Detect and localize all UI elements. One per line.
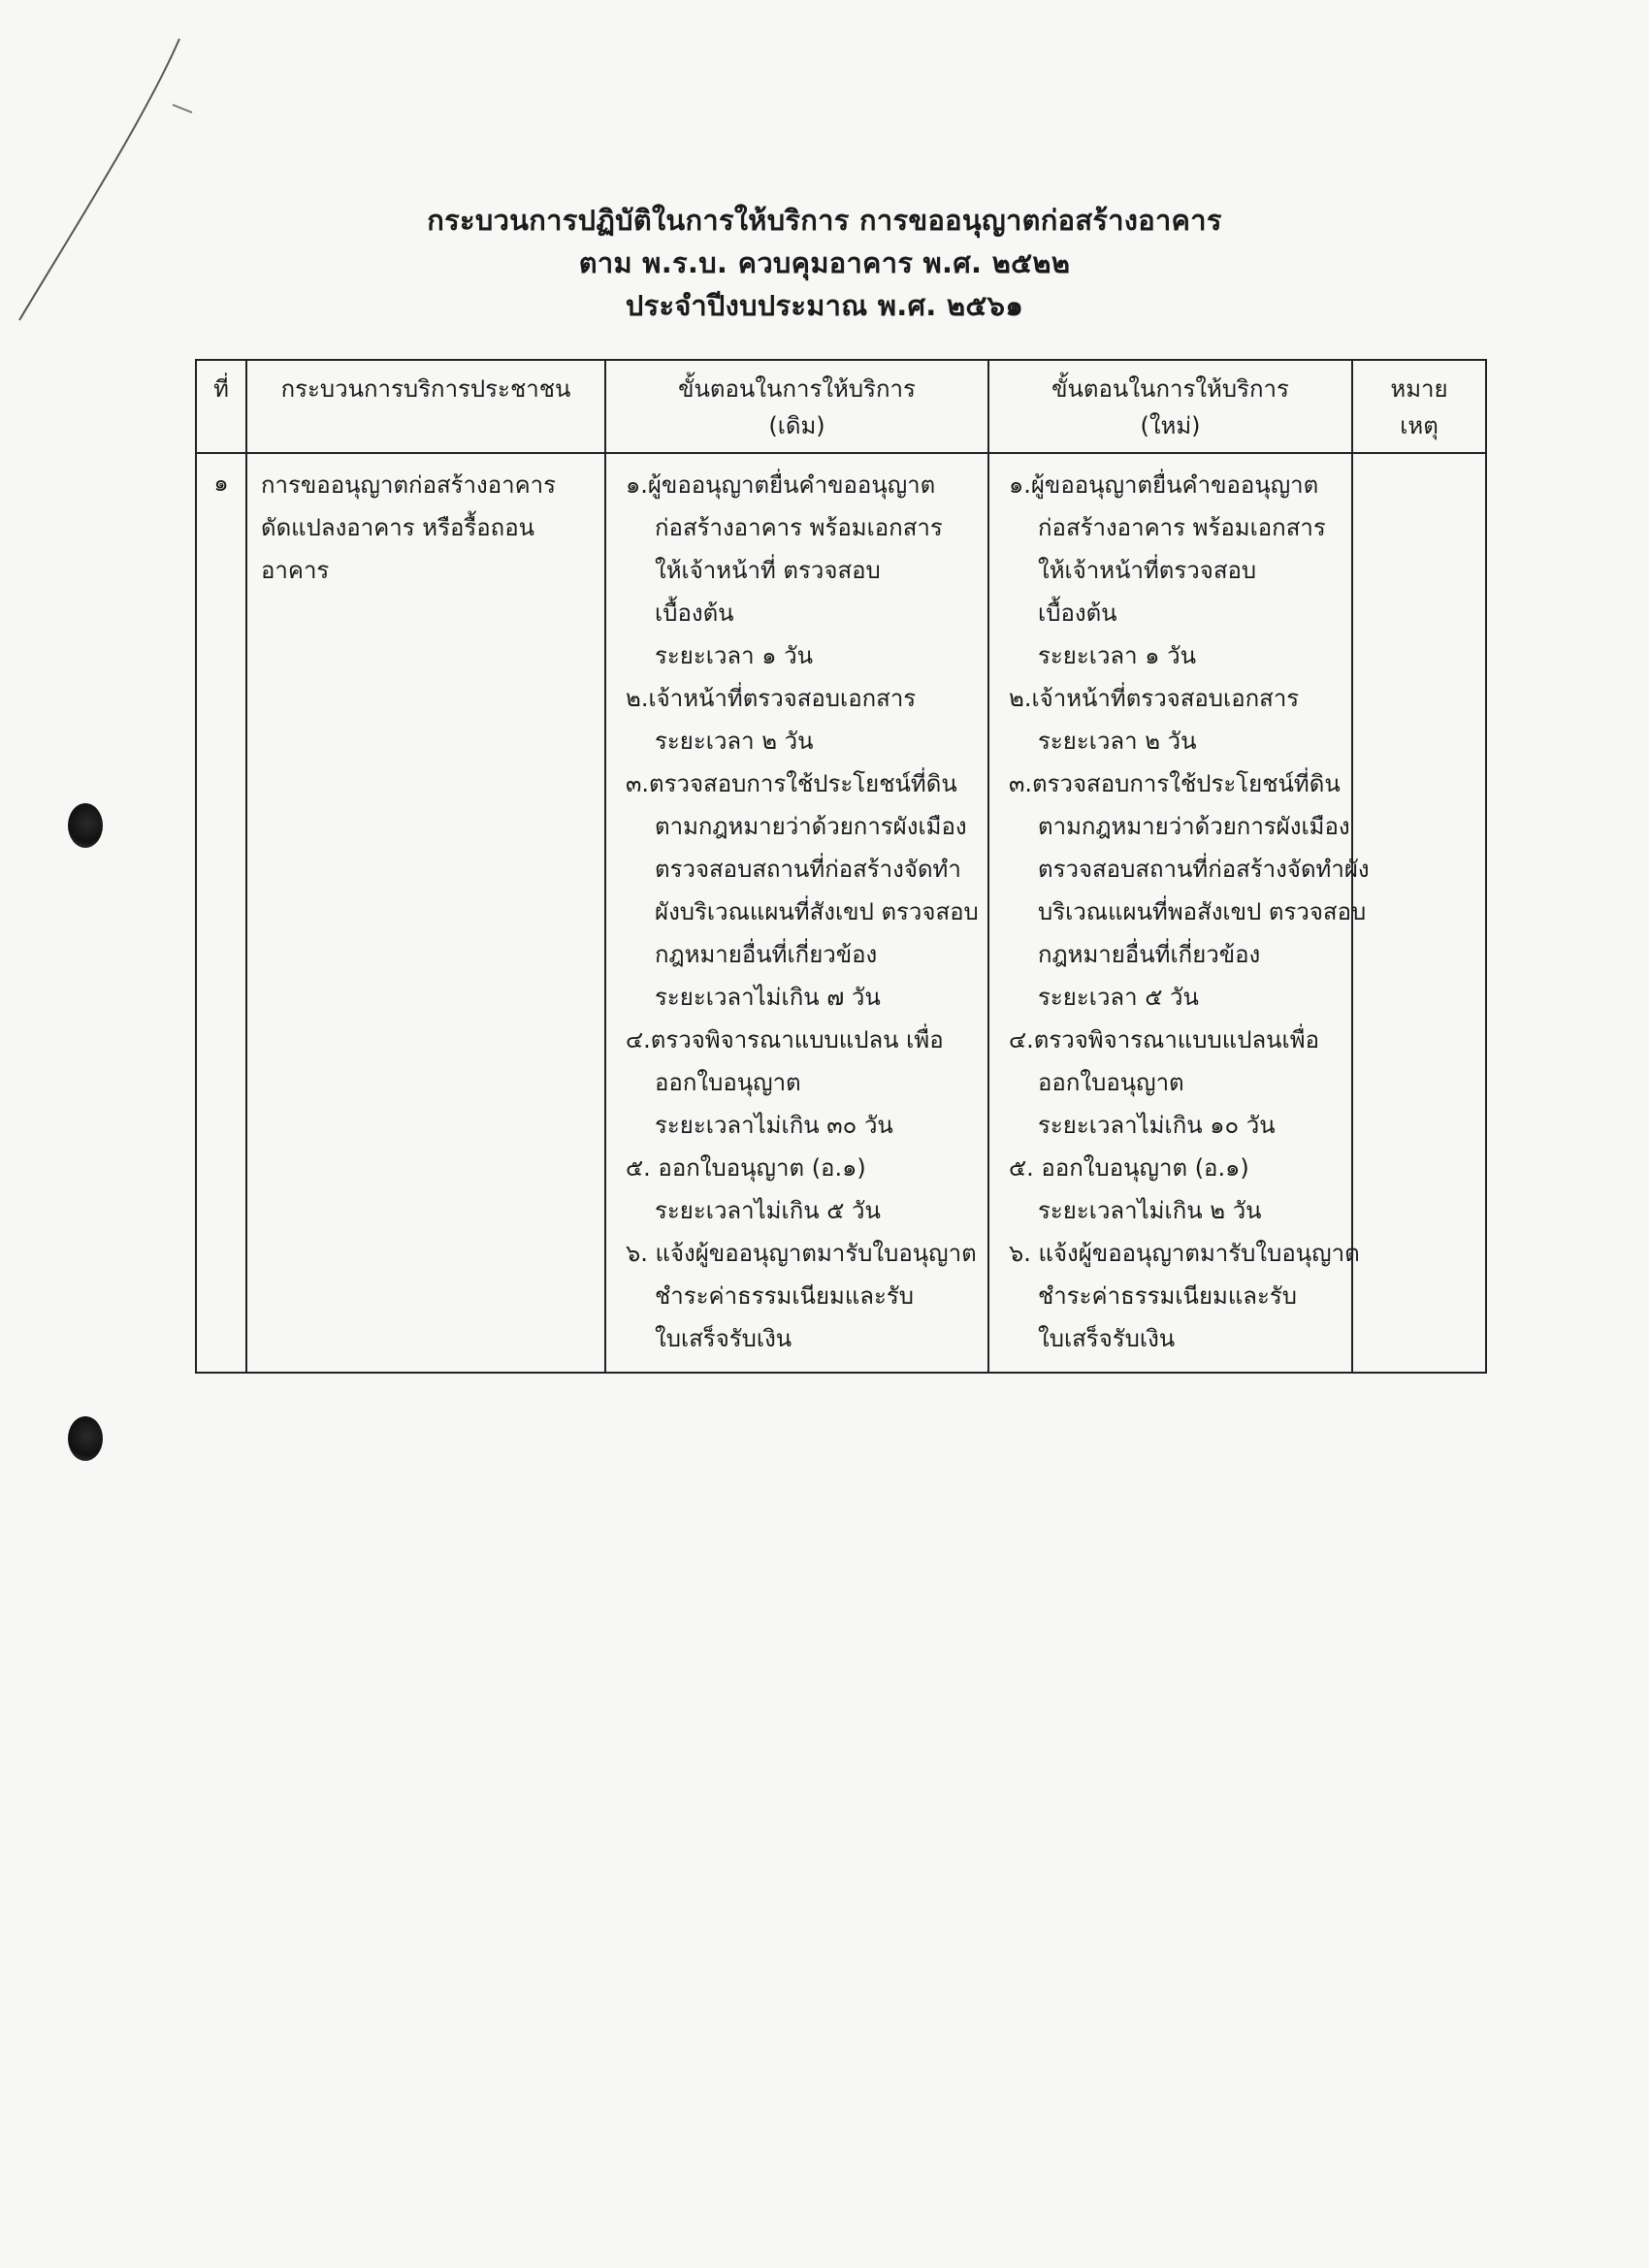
new-steps-cell — [988, 453, 1370, 1373]
old-step-line: ใบเสร็จรับเงิน — [655, 1325, 792, 1352]
old-step-line: ชำระค่าธรรมเนียมและรับ — [655, 1282, 915, 1310]
process-cell — [246, 453, 605, 1373]
process-table — [195, 359, 1487, 1374]
table-row — [196, 453, 1486, 1373]
new-step-line: ระยะเวลา ๑ วัน — [1038, 642, 1196, 669]
old-step-line: ๕. ออกใบอนุญาต (อ.๑) — [626, 1154, 866, 1182]
new-step-line: ระยะเวลา ๕ วัน — [1038, 984, 1199, 1011]
header-new-line1: ขั้นตอนในการให้บริการ — [1051, 375, 1289, 403]
header-old-line1: ขั้นตอนในการให้บริการ — [678, 375, 916, 403]
old-step-line: กฎหมายอื่นที่เกี่ยวข้อง — [655, 941, 878, 968]
old-step-line: ระยะเวลาไม่เกิน ๓๐ วัน — [655, 1112, 893, 1139]
new-step-line: ระยะเวลาไม่เกิน ๒ วัน — [1038, 1197, 1262, 1224]
old-step-line: ระยะเวลา ๑ วัน — [655, 642, 813, 669]
old-step-line: ผังบริเวณแผนที่สังเขป ตรวจสอบ — [655, 898, 979, 925]
new-step-line: ๖. แจ้งผู้ขออนุญาตมารับใบอนุญาต — [1009, 1240, 1360, 1267]
new-step-line: ๕. ออกใบอนุญาต (อ.๑) — [1009, 1154, 1249, 1182]
header-remark-line1: หมาย — [1390, 375, 1448, 403]
old-steps-cell — [605, 453, 988, 1373]
old-step-line: ออกใบอนุญาต — [655, 1069, 801, 1096]
title-line-2: ตาม พ.ร.บ. ควบคุมอาคาร พ.ศ. ๒๕๒๒ — [578, 246, 1071, 279]
header-new-line2: (ใหม่) — [1140, 412, 1201, 439]
remark-cell — [1352, 453, 1486, 1373]
new-step-line: ออกใบอนุญาต — [1038, 1069, 1184, 1096]
new-step-line: ตรวจสอบสถานที่ก่อสร้างจัดทำผัง — [1038, 856, 1370, 883]
process-line: การขออนุญาตก่อสร้างอาคาร — [261, 471, 557, 499]
process-line: ดัดแปลงอาคาร หรือรื้อถอนอาคาร — [261, 514, 535, 584]
header-remark-line2: เหตุ — [1400, 412, 1439, 439]
new-step-line: กฎหมายอื่นที่เกี่ยวข้อง — [1038, 941, 1261, 968]
old-step-line: ๒.เจ้าหน้าที่ตรวจสอบเอกสาร — [626, 685, 917, 712]
new-step-line: เบื้องต้น — [1038, 599, 1117, 627]
title-line-1: กระบวนการปฏิบัติในการให้บริการ การขออนุญาตก่อสร้างอาคาร — [427, 204, 1222, 237]
new-step-line: ระยะเวลา ๒ วัน — [1038, 728, 1197, 755]
document-header — [0, 199, 1649, 327]
new-step-line: บริเวณแผนที่พอสังเขป ตรวจสอบ — [1038, 898, 1367, 925]
header-no: ที่ — [196, 360, 246, 453]
new-step-line: ชำระค่าธรรมเนียมและรับ — [1038, 1282, 1298, 1310]
old-step-line: ๓.ตรวจสอบการใช้ประโยชน์ที่ดิน — [626, 770, 957, 797]
table-header-row — [196, 360, 1486, 453]
header-remark — [1352, 360, 1486, 453]
row-number: ๑ — [196, 453, 246, 1373]
new-step-line: ๓.ตรวจสอบการใช้ประโยชน์ที่ดิน — [1009, 770, 1341, 797]
header-old-line2: (เดิม) — [768, 412, 825, 439]
new-step-line: ระยะเวลาไม่เกิน ๑๐ วัน — [1038, 1112, 1276, 1139]
old-step-line: เบื้องต้น — [655, 599, 734, 627]
header-new-steps — [988, 360, 1352, 453]
old-step-line: ให้เจ้าหน้าที่ ตรวจสอบ — [655, 557, 881, 584]
old-step-line: ก่อสร้างอาคาร พร้อมเอกสาร — [655, 514, 943, 541]
new-step-line: ๑.ผู้ขออนุญาตยื่นคำขออนุญาต — [1009, 471, 1319, 499]
old-step-line: ๔.ตรวจพิจารณาแบบแปลน เพื่อ — [626, 1026, 944, 1053]
old-step-line: ตามกฎหมายว่าด้วยการผังเมือง — [655, 813, 967, 840]
new-step-line: ๒.เจ้าหน้าที่ตรวจสอบเอกสาร — [1009, 685, 1300, 712]
new-step-line: ตามกฎหมายว่าด้วยการผังเมือง — [1038, 813, 1350, 840]
old-step-line: ระยะเวลาไม่เกิน ๗ วัน — [655, 984, 881, 1011]
punch-hole-top — [68, 803, 103, 848]
new-step-line: ๔.ตรวจพิจารณาแบบแปลนเพื่อ — [1009, 1026, 1319, 1053]
old-step-line: ๖. แจ้งผู้ขออนุญาตมารับใบอนุญาต — [626, 1240, 977, 1267]
header-process: กระบวนการบริการประชาชน — [246, 360, 605, 453]
title-line-3: ประจำปีงบประมาณ พ.ศ. ๒๕๖๑ — [625, 289, 1024, 322]
new-step-line: ให้เจ้าหน้าที่ตรวจสอบ — [1038, 557, 1257, 584]
new-step-line: ใบเสร็จรับเงิน — [1038, 1325, 1176, 1352]
old-step-line: ตรวจสอบสถานที่ก่อสร้างจัดทำ — [655, 856, 961, 883]
new-step-line: ก่อสร้างอาคาร พร้อมเอกสาร — [1038, 514, 1326, 541]
header-old-steps — [605, 360, 988, 453]
punch-hole-bottom — [68, 1416, 103, 1461]
old-step-line: ระยะเวลาไม่เกิน ๕ วัน — [655, 1197, 881, 1224]
old-step-line: ระยะเวลา ๒ วัน — [655, 728, 814, 755]
old-step-line: ๑.ผู้ขออนุญาตยื่นคำขออนุญาต — [626, 471, 936, 499]
